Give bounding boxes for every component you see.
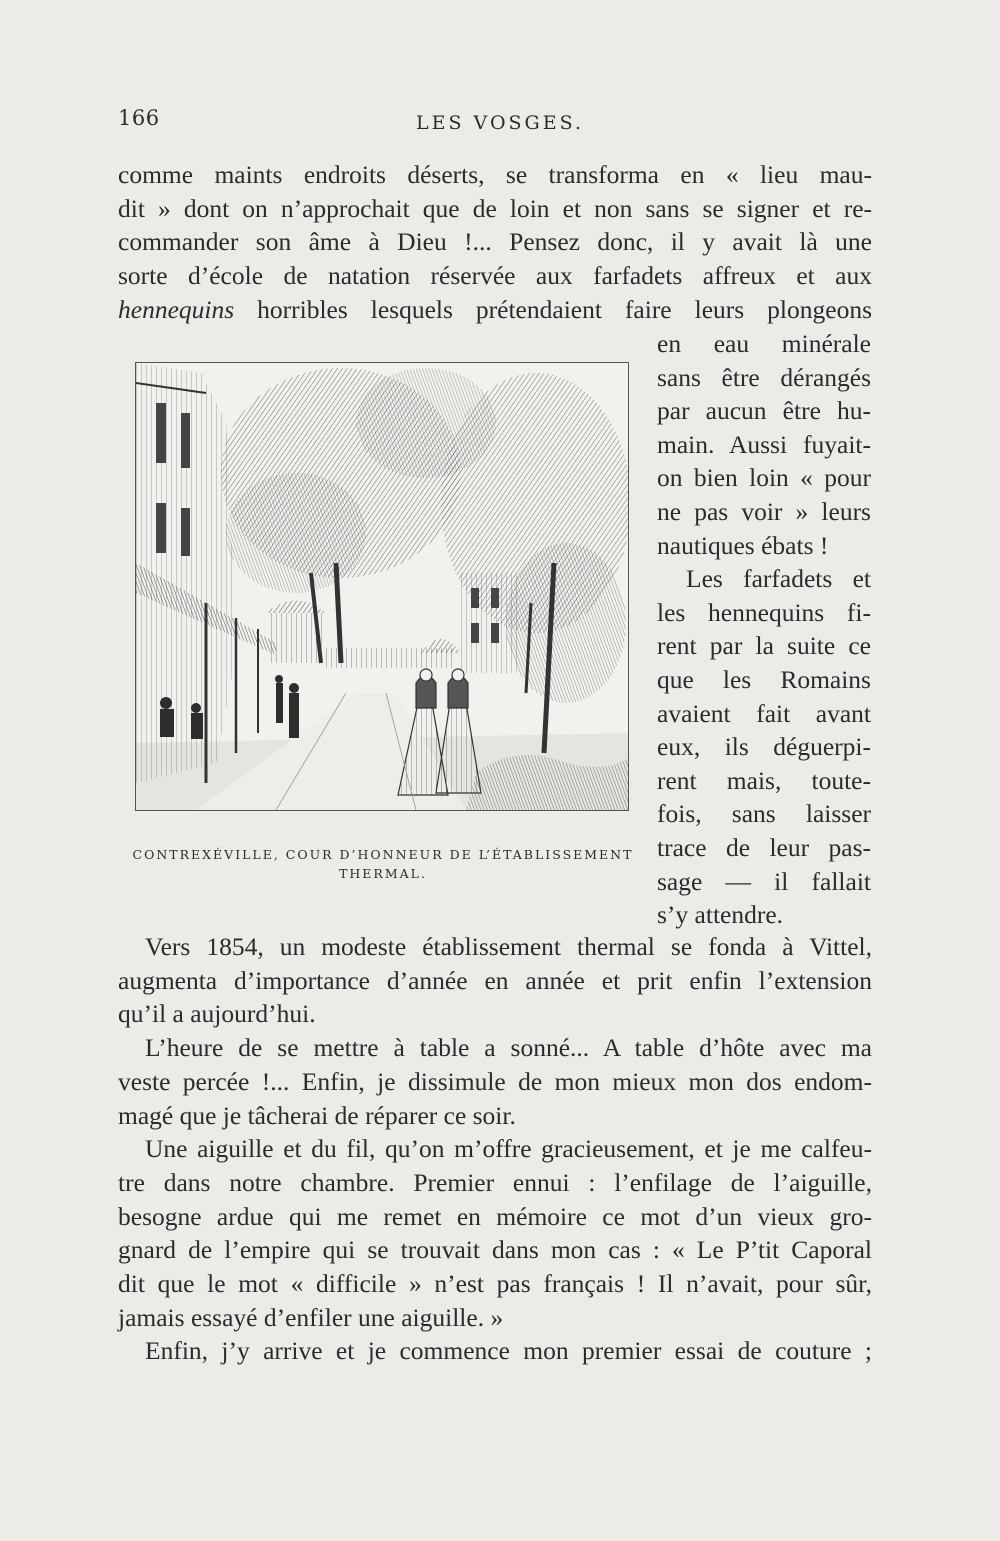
italic-word: hennequins [118,295,235,324]
line5-rest: horribles lesquels prétendaient faire leurs plongeons [234,295,872,324]
side-line: les hennequins fi- [657,597,871,627]
text-line: tre dans notre chambre. Premier ennui : l’enfilage de l’aiguille, [118,1167,872,1197]
side-line: rent par la suite ce [657,631,871,661]
text-line: qu’il a aujourd’hui. [118,999,316,1029]
text-line: jamais essayé d’enfiler une aiguille. » [118,1302,504,1332]
text-line-5 [118,293,872,326]
text-line: dit que le mot « difficile » n’est pas français ! Il n’avait, pour sûr, [118,1269,872,1298]
text-line-2: dit » dont on n’approchait que de loin et non sans se signer et re- [118,193,872,223]
side-line: par aucun être hu- [657,396,871,426]
side-line: sans être dérangés [657,362,871,392]
side-line: que les Romains [657,665,871,694]
engraving-drawing [136,363,628,810]
text-line: gnard de l’empire qui se trouvait dans mon cas : « Le P’tit Caporal [118,1235,872,1265]
page-number: 166 [118,106,160,130]
text-line-4: sorte d’école de natation réservée aux farfadets affreux et aux [118,261,872,291]
running-title: LES VOSGES. [416,112,584,134]
side-line: on bien loin « pour [657,463,871,493]
side-line: Les farfadets et [686,564,871,594]
side-line: en eau minérale [657,329,871,358]
text-line: veste percée !... Enfin, je dissimule de mon mieux mon dos endom- [118,1066,872,1096]
text-line: besogne ardue qui me remet en mémoire ce mot d’un vieux gro- [118,1201,872,1231]
text-line: augmenta d’importance d’année en année et prit enfin l’extension [118,965,872,995]
figure-caption-line1: CONTREXÉVILLE, COUR D’HONNEUR DE L’ÉTABLISSEMENT [132,847,634,862]
side-line: avaient fait avant [657,698,871,728]
text-line-1: comme maints endroits déserts, se transforma en « lieu mau- [118,160,872,189]
side-line: fois, sans laisser [657,799,871,829]
engraving-illustration [135,362,629,811]
side-line: ne pas voir » leurs [657,497,871,526]
side-line: eux, ils déguerpi- [657,732,871,762]
text-line: Vers 1854, un modeste établissement thermal se fonda à Vittel, [145,932,872,961]
side-line: main. Aussi fuyait- [657,429,871,459]
text-line: magé que je tâcherai de réparer ce soir. [118,1100,516,1130]
side-line: rent mais, toute- [657,765,871,795]
figure-caption-line2: THERMAL. [339,866,427,881]
side-line: nautiques ébats ! [657,530,829,560]
side-line: sage — il fallait [657,866,871,896]
text-line: Enfin, j’y arrive et je commence mon premier essai de couture ; [145,1336,872,1366]
side-line: s’y attendre. [657,900,784,930]
side-line: trace de leur pas- [657,833,871,862]
text-line-3: commander son âme à Dieu !... Pensez donc, il y avait là une [118,227,872,257]
text-line: Une aiguille et du fil, qu’on m’offre gracieusement, et je me calfeu- [145,1134,872,1164]
text-line: L’heure de se mettre à table a sonné... A table d’hôte avec ma [145,1033,872,1063]
